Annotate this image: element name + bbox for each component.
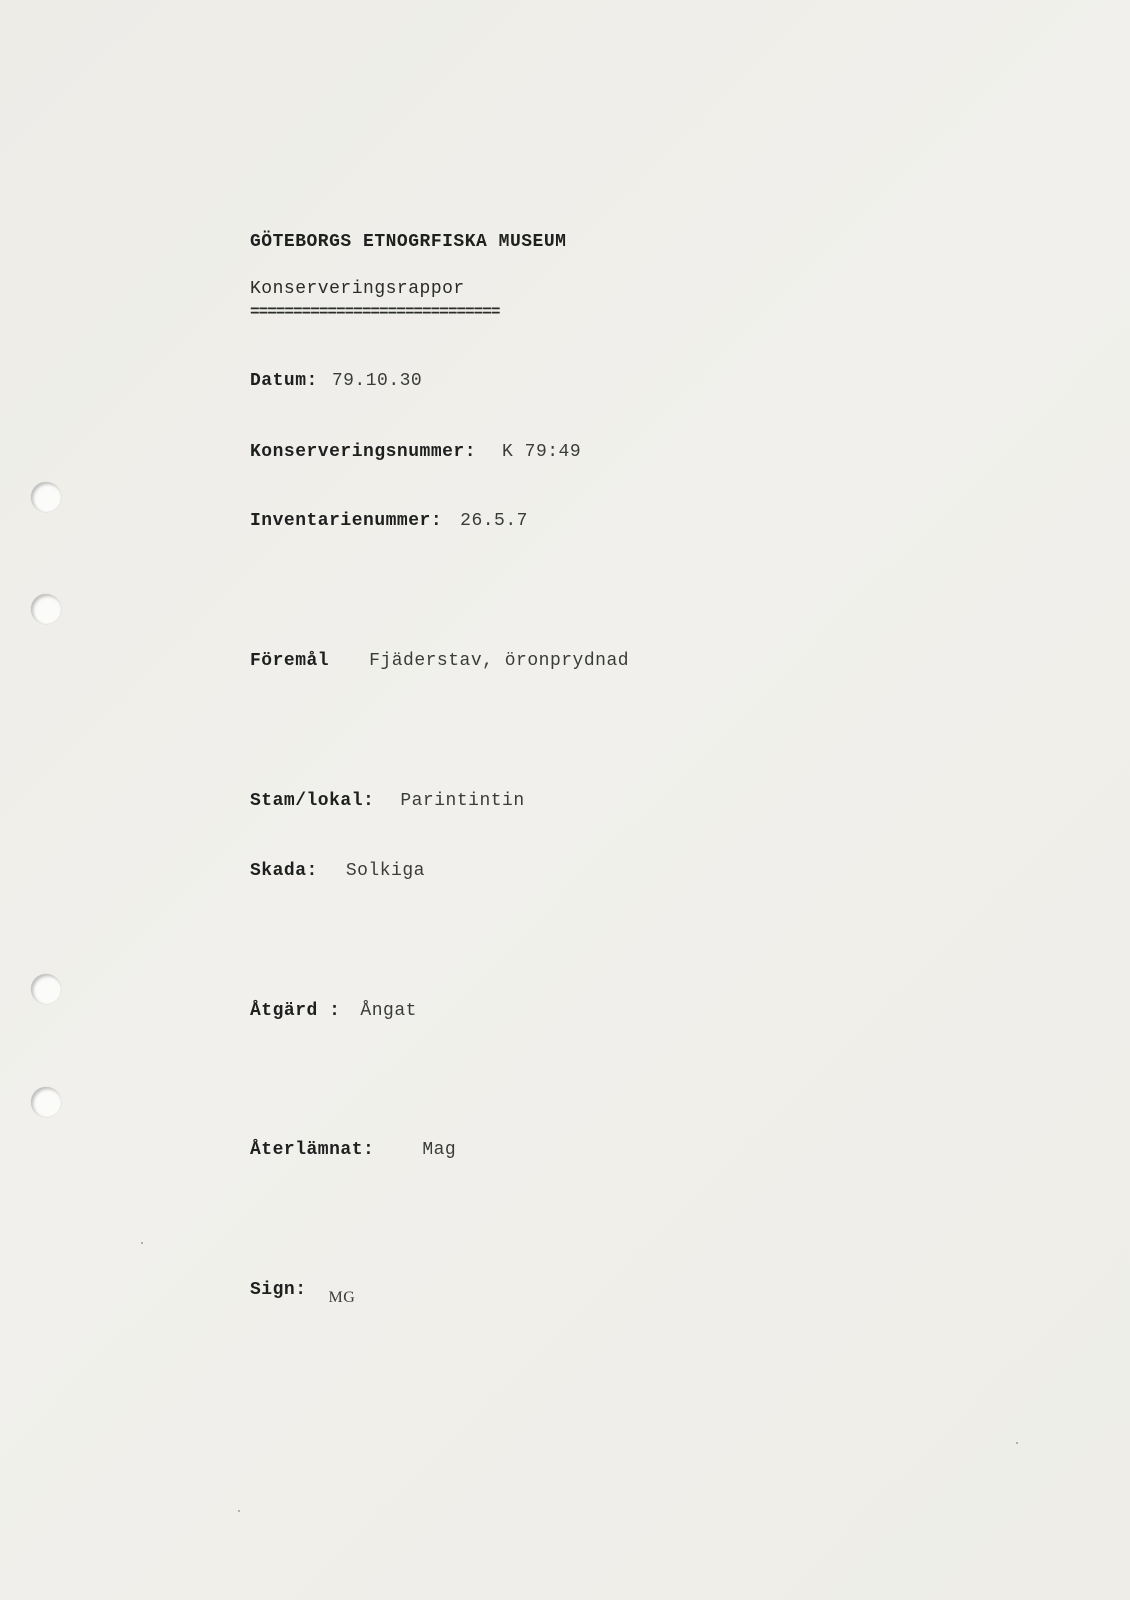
field-value: Solkiga [345, 861, 425, 881]
field-value: Fjäderstav, öronprydnad [369, 651, 630, 671]
field-value: Mag [422, 1140, 457, 1160]
field-label: Inventarienummer: [250, 511, 443, 531]
field-label: Stam/lokal: [250, 791, 375, 811]
field-label: Föremål [250, 651, 330, 671]
paper-speck [1016, 1442, 1018, 1444]
paper-speck [238, 1510, 240, 1512]
punch-hole [31, 974, 61, 1004]
field-atgard [250, 1001, 417, 1021]
title-underline: ============================= [250, 303, 500, 321]
punch-hole [31, 594, 61, 624]
field-aterlamnat [250, 1140, 456, 1160]
field-value: Ångat [360, 1001, 417, 1021]
paper-speck [141, 1242, 143, 1244]
punch-hole [31, 482, 61, 512]
punch-hole [31, 1087, 61, 1117]
field-stam-lokal [250, 791, 525, 811]
field-label: Återlämnat: [250, 1140, 375, 1160]
institution-name: GÖTEBORGS ETNOGRFISKA MUSEUM [250, 232, 567, 252]
field-label: Sign: [250, 1280, 307, 1300]
field-sign [250, 1280, 356, 1306]
signature: MG [328, 1289, 356, 1306]
field-value: 26.5.7 [460, 511, 528, 531]
field-value: 79.10.30 [331, 371, 423, 391]
field-value: Parintintin [400, 791, 525, 811]
field-value: K 79:49 [502, 442, 582, 462]
field-skada [250, 861, 425, 881]
field-datum [250, 371, 422, 391]
field-inventarienummer [250, 511, 528, 531]
field-label: Skada: [250, 861, 318, 881]
field-konserveringsnummer [250, 442, 581, 462]
field-label: Konserveringsnummer: [250, 442, 477, 462]
field-label: Åtgärd : [250, 1001, 341, 1021]
field-foremal [250, 651, 629, 671]
report-title: Konserveringsrappor [250, 279, 465, 299]
field-label: Datum: [250, 371, 318, 391]
